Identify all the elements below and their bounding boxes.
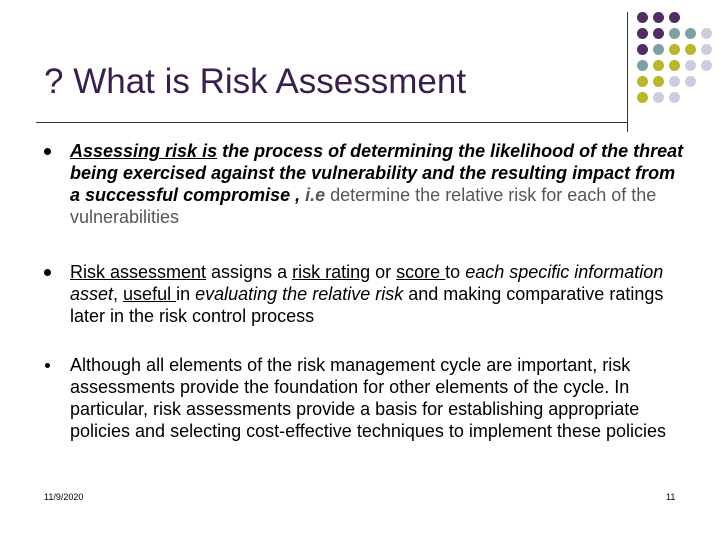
footer-date: 11/9/2020 (44, 492, 84, 502)
decorative-dot (637, 60, 648, 71)
decorative-dot (637, 92, 648, 103)
bullet-2-part-3: risk rating (292, 262, 371, 282)
vertical-divider (627, 12, 628, 132)
decorative-dot (685, 60, 696, 71)
decorative-dot (653, 60, 664, 71)
decorative-dot (653, 12, 664, 23)
decorative-dot (685, 28, 696, 39)
bullet-dot (45, 363, 50, 368)
bullet-3-text: Although all elements of the risk management cycle are important, risk assessments provide the foundation for other elements of the cycle. In particular, risk assessments provide a basis for establishing appropriate policies and selecting cost-effective techniques to implement these policies (70, 355, 666, 441)
bullet-2-part-8: , (113, 284, 124, 304)
title-divider (36, 122, 628, 123)
slide-title: ? What is Risk Assessment (44, 62, 467, 101)
decorative-dot (685, 44, 696, 55)
bullet-1-text (70, 140, 684, 228)
bullet-2-part-11: evaluating the relative risk (195, 284, 404, 304)
decorative-dot (701, 44, 712, 55)
decorative-dot (701, 60, 712, 71)
decorative-dot (637, 28, 648, 39)
decorative-dot (653, 44, 664, 55)
bullet-2-part-7: each specific information asset (70, 262, 664, 304)
bullet-2-text (70, 261, 684, 327)
bullet-1-part-2: the process of determining the likelihood of the threat being exercised against the vulnerability and the resulting impact from a successful compromise , (70, 141, 684, 205)
bullet-2-part-5: score (396, 262, 446, 282)
bullet-1-part-1: Assessing risk is (70, 141, 218, 161)
bullet-2-part-4: or (370, 262, 397, 282)
bullet-1-part-3: i.e (305, 185, 326, 205)
bullet-2-part-6: to (445, 262, 466, 282)
decorative-dot (637, 44, 648, 55)
decorative-dot (653, 28, 664, 39)
bullet-1-part-4: determine the relative risk for each of the vulnerabilities (70, 185, 657, 227)
decorative-dot (685, 76, 696, 87)
page-number: 11 (666, 492, 676, 502)
bullet-2-part-9: useful (123, 284, 177, 304)
decorative-dot (653, 76, 664, 87)
decorative-dot (669, 12, 680, 23)
bullet-2-part-10: in (176, 284, 196, 304)
decorative-dot (653, 92, 664, 103)
decorative-dot (669, 92, 680, 103)
decorative-dot (669, 60, 680, 71)
decorative-dot (637, 12, 648, 23)
bullet-dot (44, 269, 51, 276)
decorative-dot (669, 28, 680, 39)
bullet-2-part-2: assigns a (206, 262, 293, 282)
decorative-dot (669, 44, 680, 55)
bullet-2-part-12: and making comparative ratings later in the risk control process (70, 284, 664, 326)
decorative-dot (669, 76, 680, 87)
bullet-dot (44, 148, 51, 155)
decorative-dot (701, 28, 712, 39)
bullet-2-part-1: Risk assessment (70, 262, 207, 282)
decorative-dot (637, 76, 648, 87)
